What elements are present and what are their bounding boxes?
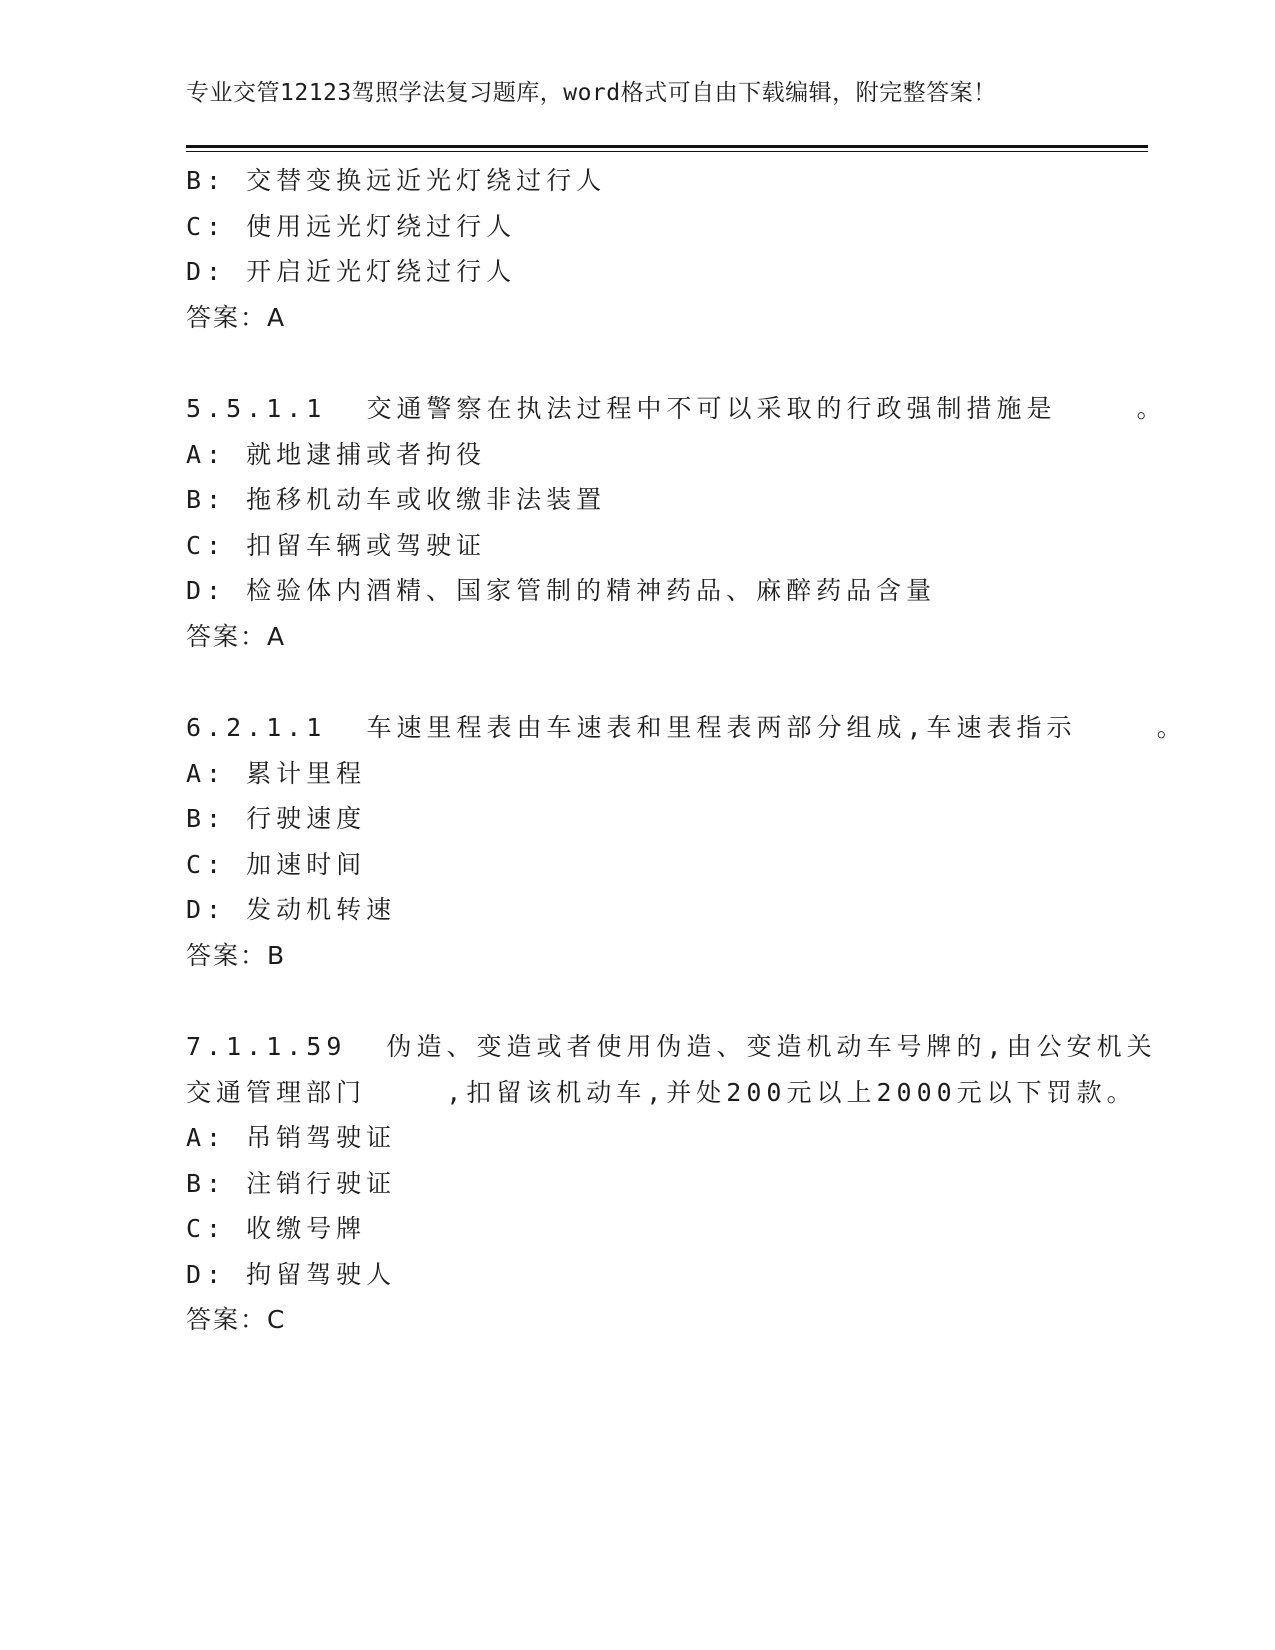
option-a: A: 就地逮捕或者拘役 <box>186 439 487 469</box>
option-c: C: 使用远光灯绕过行人 <box>186 211 517 241</box>
answer-line: 答案：C <box>186 1305 287 1334</box>
question-block <box>186 158 1148 340</box>
option-c: C: 收缴号牌 <box>186 1214 367 1243</box>
option-a: A: 累计里程 <box>186 758 367 788</box>
option-c: C: 加速时间 <box>186 849 367 879</box>
answer-line: 答案：B <box>186 940 287 970</box>
option-b: B: 拖移机动车或收缴非法装置 <box>186 485 607 514</box>
question-stem-continued: 交通管理部门 ,扣留该机动车,并处200元以上2000元以下罚款。 <box>186 1077 1137 1107</box>
page-header: 专业交管12123驾照学法复习题库，word格式可自由下载编辑，附完整答案！ <box>186 80 997 106</box>
question-list <box>186 158 1187 1343</box>
question-stem: 5.5.1.1 交通警察在执法过程中不可以采取的行政强制措施是 。 <box>186 394 1167 423</box>
question-block <box>186 386 1167 659</box>
spacer <box>186 340 1148 386</box>
header-rule-thick <box>186 145 1148 148</box>
question-stem: 6.2.1.1 车速里程表由车速表和里程表两部分组成,车速表指示 。 <box>186 713 1187 742</box>
question-block <box>186 705 1187 978</box>
header-rule-thin <box>186 151 1148 152</box>
option-d: D: 发动机转速 <box>186 895 397 924</box>
spacer <box>186 978 1148 1024</box>
option-b: B: 交替变换远近光灯绕过行人 <box>186 166 607 195</box>
option-d: D: 检验体内酒精、国家管制的精神药品、麻醉药品含量 <box>186 576 937 605</box>
option-b: B: 行驶速度 <box>186 804 367 833</box>
option-b: B: 注销行驶证 <box>186 1168 397 1198</box>
option-a: A: 吊销驾驶证 <box>186 1123 397 1152</box>
option-c: C: 扣留车辆或驾驶证 <box>186 530 487 560</box>
option-d: D: 开启近光灯绕过行人 <box>186 257 517 286</box>
answer-line: 答案：A <box>186 621 287 651</box>
answer-line: 答案：A <box>186 302 287 332</box>
spacer <box>186 659 1148 705</box>
question-stem: 7.1.1.59 伪造、变造或者使用伪造、变造机动车号牌的,由公安机关 <box>186 1032 1157 1061</box>
option-d: D: 拘留驾驶人 <box>186 1259 397 1289</box>
question-block <box>186 1024 1157 1343</box>
